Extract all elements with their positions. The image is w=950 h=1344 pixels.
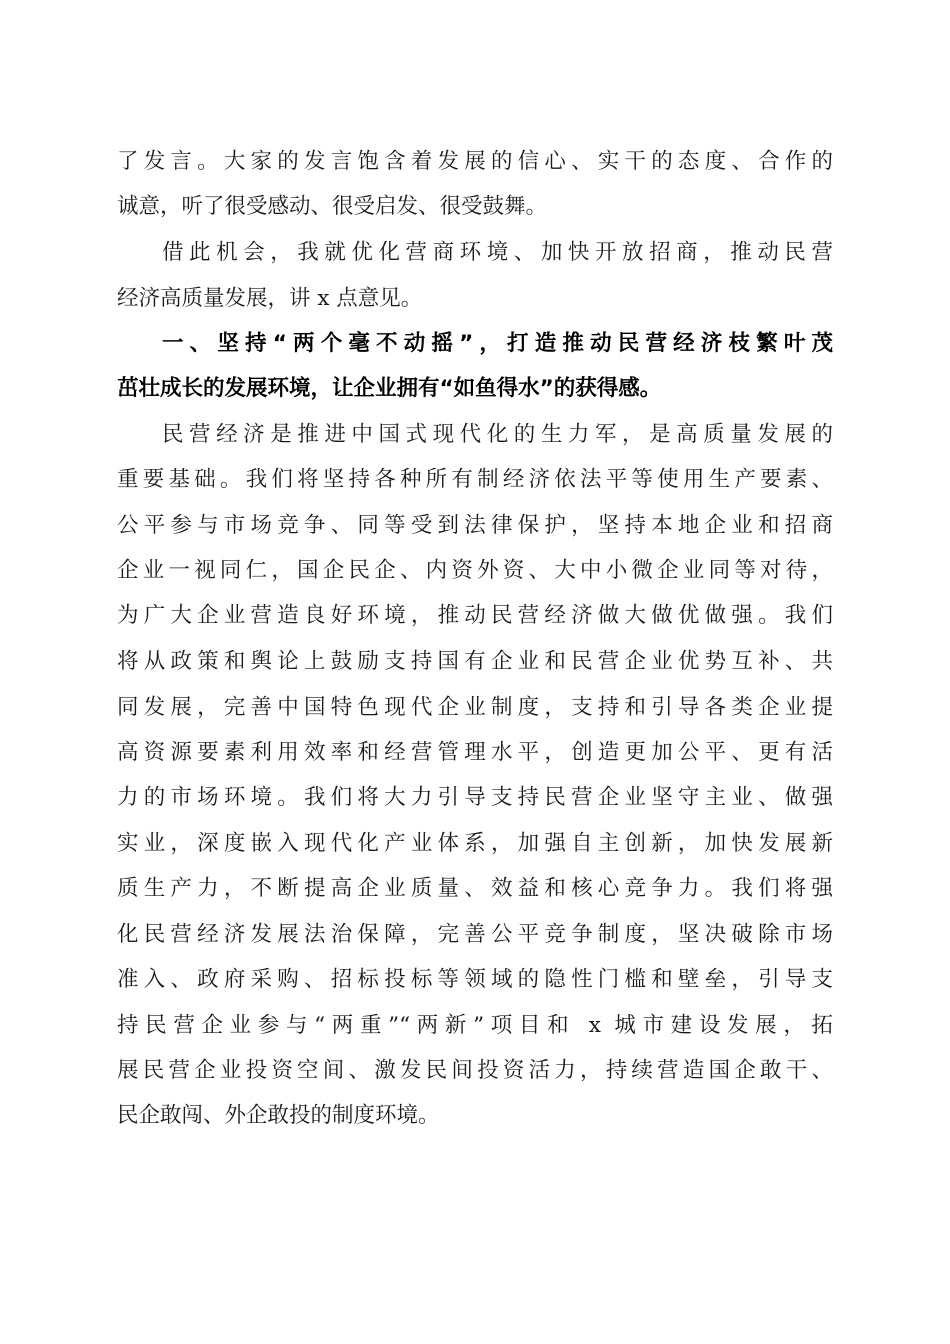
body-paragraph-line-9: 力的市场环境。我们将大力引导支持民营企业坚守主业、做强 <box>117 785 833 810</box>
body-paragraph-line-12: 化民营经济发展法治保障，完善公平竞争制度，坚决破除市场 <box>117 922 833 947</box>
body-paragraph-line-7: 同发展，完善中国特色现代企业制度，支持和引导各类企业提 <box>117 695 833 720</box>
body-paragraph-line-2: 重要基础。我们将坚持各种所有制经济依法平等使用生产要素、 <box>117 467 833 492</box>
body-paragraph-line-4: 企业一视同仁，国企民企、内资外资、大中小微企业同等对待， <box>117 558 833 583</box>
paragraph-2-line-2: 经济高质量发展，讲 x 点意见。 <box>117 286 423 311</box>
body-paragraph-line-5: 为广大企业营造良好环境，推动民营经济做大做优做强。我们 <box>117 603 833 628</box>
body-paragraph-line-13: 准入、政府采购、招标投标等领域的隐性门槛和壁垒，引导支 <box>117 967 833 992</box>
body-paragraph-line-6: 将从政策和舆论上鼓励支持国有企业和民营企业优势互补、共 <box>117 649 833 674</box>
section-heading-line-1: 一、坚持“两个毫不动摇”，打造推动民营经济枝繁叶茂 <box>162 331 833 356</box>
body-paragraph-line-11: 质生产力，不断提高企业质量、效益和核心竞争力。我们将强 <box>117 876 833 901</box>
paragraph-1-line-2: 诚意，听了很受感动、很受启发、很受鼓舞。 <box>117 194 548 219</box>
body-paragraph-line-16: 民企敢闯、外企敢投的制度环境。 <box>117 1103 440 1128</box>
section-heading-line-2: 茁壮成长的发展环境，让企业拥有“如鱼得水”的获得感。 <box>117 376 662 401</box>
body-paragraph-line-10: 实业，深度嵌入现代化产业体系，加强自主创新，加快发展新 <box>117 831 833 856</box>
paragraph-1-line-1: 了发言。大家的发言饱含着发展的信心、实干的态度、合作的 <box>117 149 833 174</box>
body-paragraph-line-8: 高资源要素利用效率和经营管理水平，创造更加公平、更有活 <box>117 740 833 765</box>
body-paragraph-line-14: 持民营企业参与“两重”“两新”项目和 x 城市建设发展，拓 <box>117 1013 833 1038</box>
paragraph-2-line-1: 借此机会，我就优化营商环境、加快开放招商，推动民营 <box>162 240 833 265</box>
body-paragraph-line-1: 民营经济是推进中国式现代化的生力军，是高质量发展的 <box>162 422 833 447</box>
body-paragraph-line-3: 公平参与市场竞争、同等受到法律保护，坚持本地企业和招商 <box>117 513 833 538</box>
body-paragraph-line-15: 展民营企业投资空间、激发民间投资活力，持续营造国企敢干、 <box>117 1058 833 1083</box>
